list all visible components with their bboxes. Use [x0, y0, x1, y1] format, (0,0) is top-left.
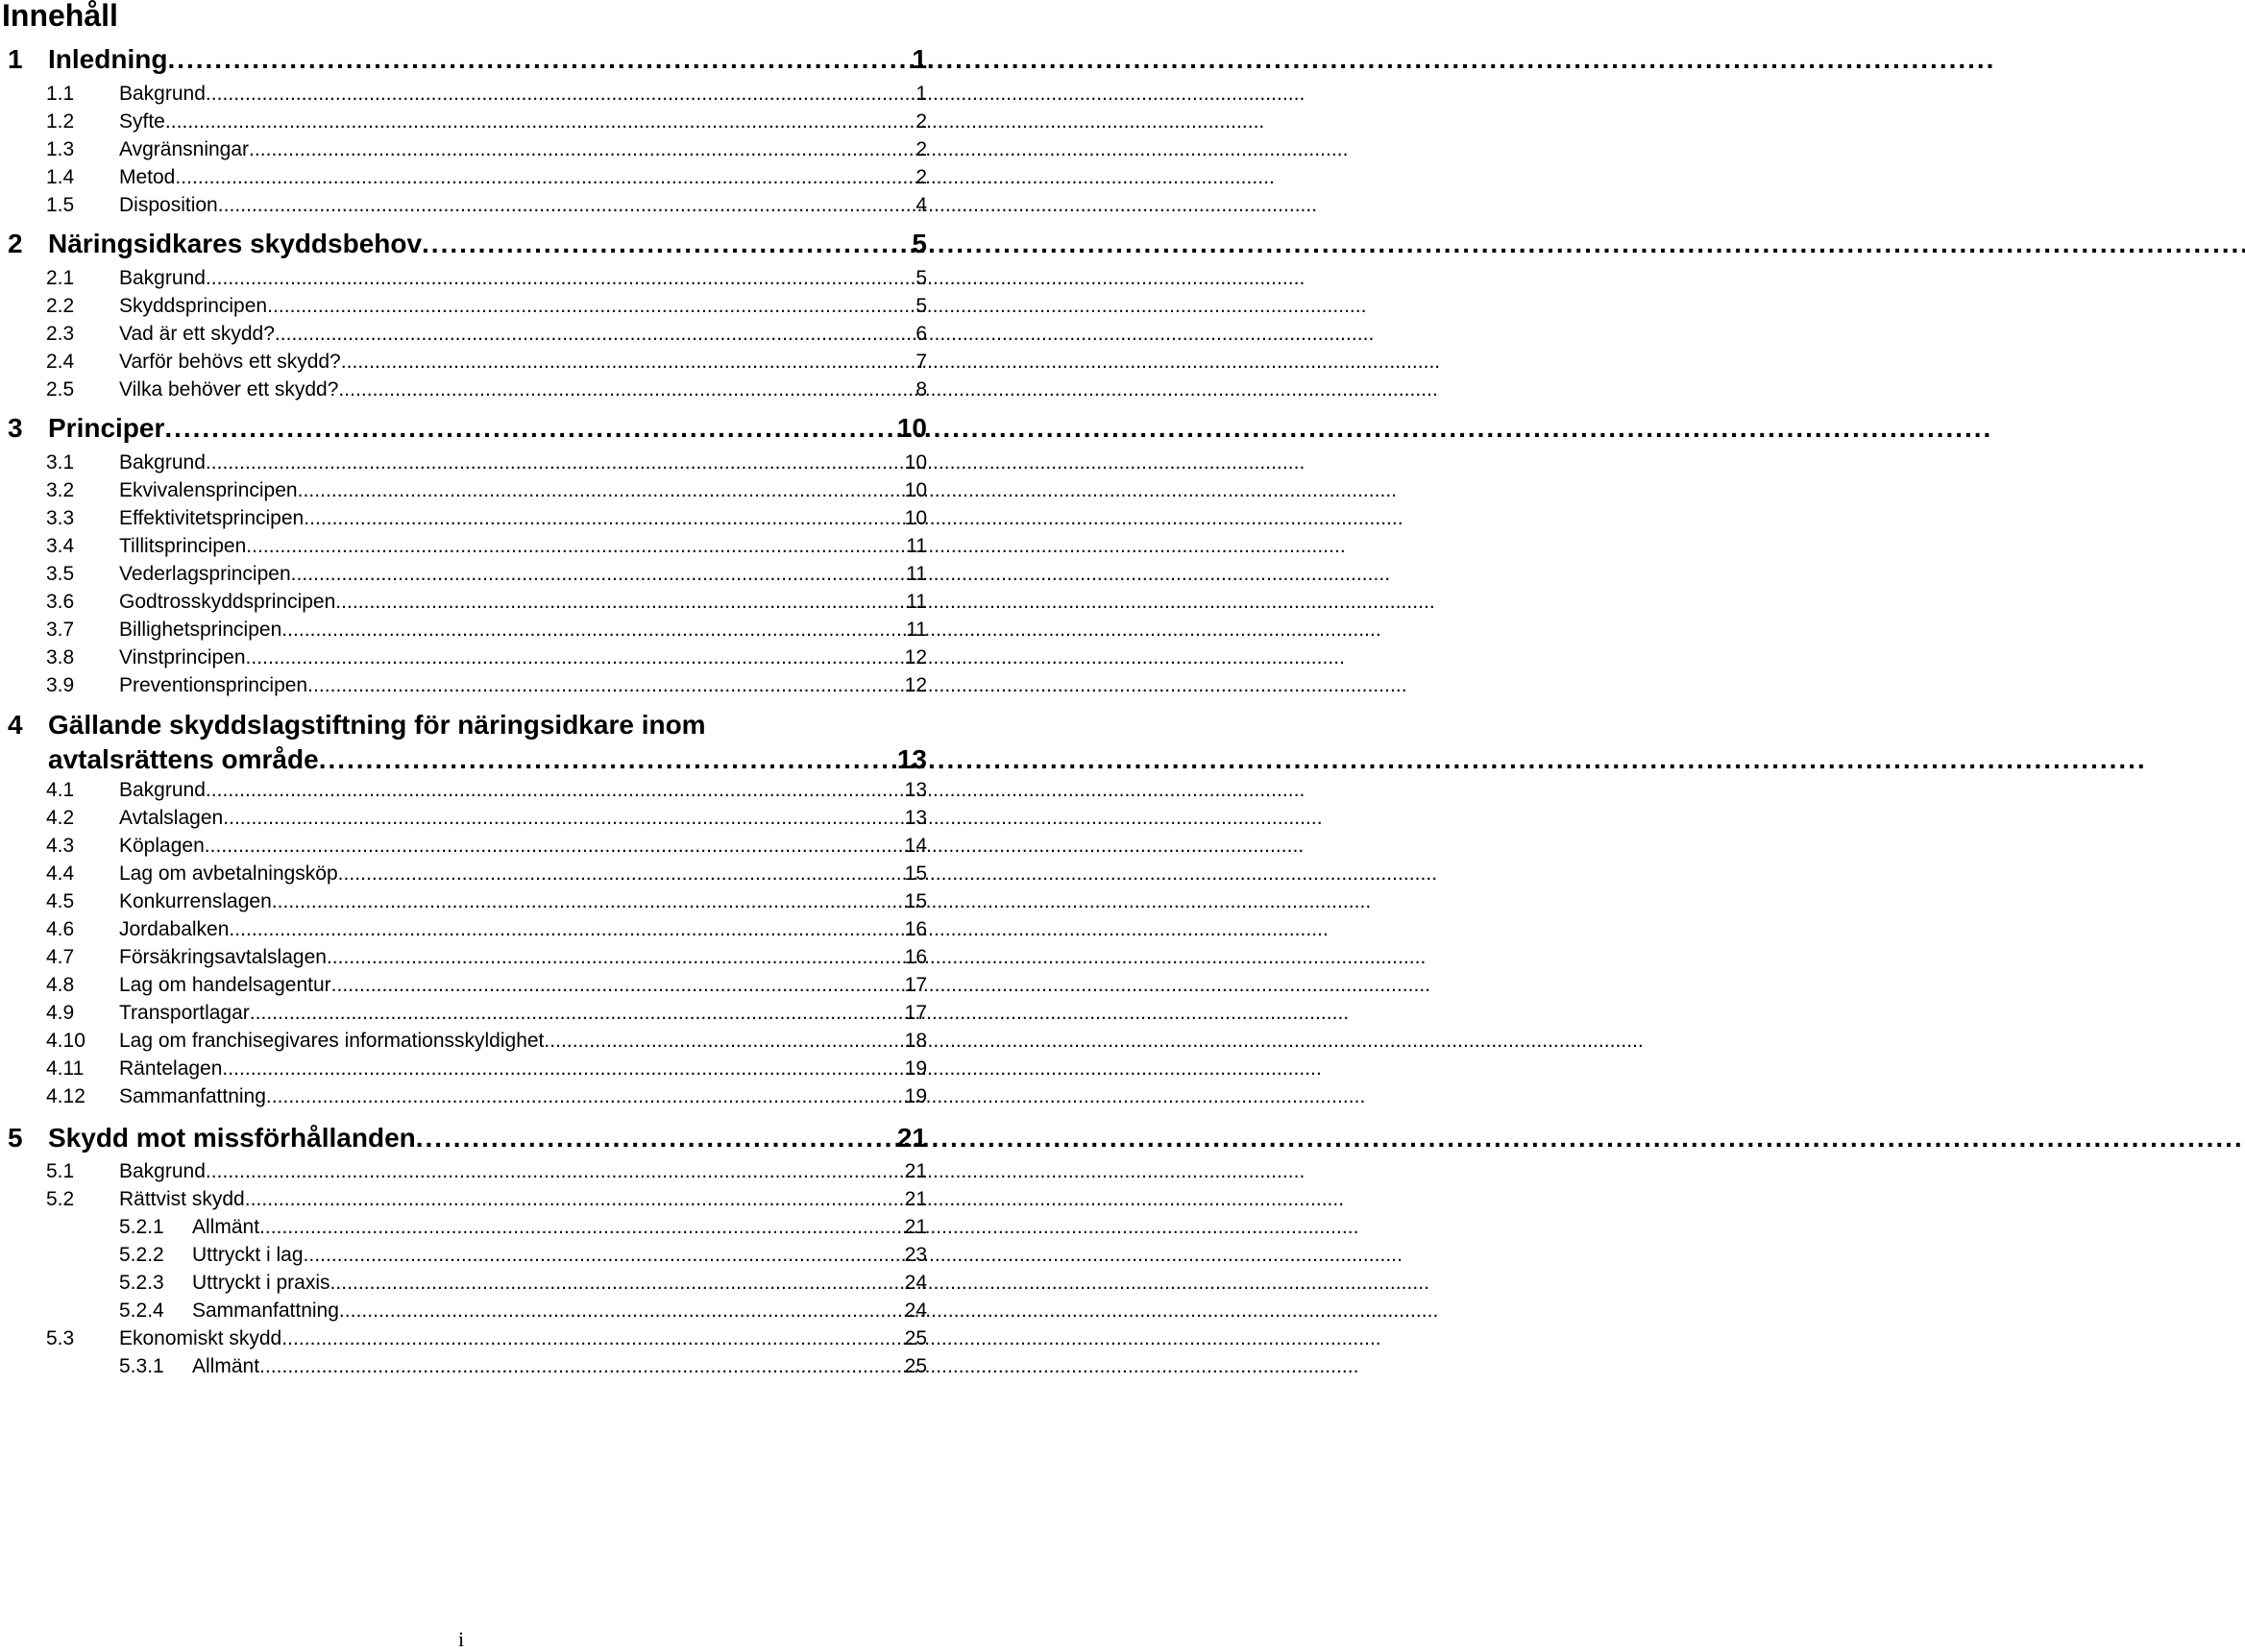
toc-entry-title: Skyddsprincipen [119, 295, 268, 317]
toc-entry-page-number: 12 [904, 674, 927, 696]
toc-entry-4-2[interactable] [46, 804, 927, 832]
toc-entry-2-5[interactable] [46, 376, 927, 403]
toc-entry-page-number: 8 [915, 378, 927, 401]
toc-entry-number: 5.3 [46, 1327, 75, 1349]
dot-leader [331, 971, 903, 999]
toc-entry-number: 4.6 [46, 918, 75, 940]
toc-entry-number: 2.2 [46, 295, 75, 317]
toc-entry-number: 3 [8, 413, 23, 443]
dot-leader [164, 412, 894, 445]
toc-entry-number: 3.1 [46, 451, 75, 474]
dot-leader [267, 292, 914, 320]
toc-entry-number: 1.4 [46, 166, 75, 188]
toc-entry-2-3[interactable] [46, 320, 927, 348]
toc-entry-title: Sammanfattning [119, 1085, 266, 1107]
toc-entry-page-number: 21 [904, 1216, 927, 1238]
toc-entry-number: 4.9 [46, 1002, 75, 1024]
toc-entry-4-3[interactable] [46, 832, 927, 860]
dot-leader [272, 887, 903, 915]
toc-entry-page-number: 16 [904, 918, 927, 940]
toc-entry-title: Försäkringsavtalslagen [119, 946, 327, 968]
toc-entry-4-10[interactable] [46, 1027, 927, 1055]
page-number: i [457, 1627, 465, 1651]
toc-entry-number: 5 [8, 1123, 23, 1153]
toc-entry-number: 1.1 [46, 83, 75, 105]
dot-leader [291, 560, 905, 588]
toc-entry-title: Preventionsprincipen [119, 674, 308, 696]
toc-entry-title: Metod [119, 166, 176, 188]
toc-entry-number: 2.5 [46, 378, 75, 401]
toc-entry-page-number: 15 [904, 890, 927, 912]
dot-leader [206, 776, 903, 804]
dot-leader [307, 671, 903, 699]
toc-entry-title: Bakgrund [119, 451, 206, 474]
toc-entry-1-2[interactable] [46, 108, 927, 135]
toc-entry-5[interactable] [8, 1122, 927, 1154]
toc-entry-number: 4.10 [46, 1030, 85, 1052]
toc-entry-page-number: 15 [904, 862, 927, 885]
dot-leader [223, 804, 902, 832]
toc-entry-page-number: 16 [904, 946, 927, 968]
toc-entry-4-8[interactable] [46, 971, 927, 999]
dot-leader [327, 943, 903, 971]
toc-entry-page-number: 21 [904, 1160, 927, 1182]
toc-entry-1[interactable] [8, 43, 927, 76]
toc-entry-4-9[interactable] [46, 999, 927, 1027]
toc-entry-number: 2.3 [46, 323, 75, 345]
document-page [0, 0, 927, 1651]
toc-entry-number: 4.1 [46, 779, 75, 801]
toc-entry-page-number: 21 [896, 1123, 927, 1153]
dot-leader [338, 376, 914, 403]
dot-leader [165, 108, 914, 135]
dot-leader [222, 1055, 902, 1082]
dot-leader [281, 616, 904, 644]
toc-entry-number: 4.11 [46, 1057, 85, 1080]
toc-entry-title: Bakgrund [119, 779, 206, 801]
toc-entry-page-number: 11 [906, 535, 927, 557]
toc-entry-page-number: 24 [904, 1272, 927, 1294]
toc-entry-2-1[interactable] [46, 264, 927, 292]
toc-entry-5-3[interactable] [46, 1324, 927, 1352]
toc-entry-number: 1 [8, 44, 23, 74]
toc-entry-number: 5.2.3 [119, 1272, 164, 1294]
toc-entry-title: Uttryckt i lag [192, 1244, 304, 1266]
toc-entry-page-number: 25 [904, 1355, 927, 1377]
toc-entry-1-1[interactable] [46, 80, 927, 108]
dot-leader [259, 1213, 903, 1241]
toc-entry-1-4[interactable] [46, 163, 927, 191]
toc-entry-5-1[interactable] [46, 1157, 927, 1185]
toc-entry-page-number: 5 [912, 229, 927, 258]
dot-leader [338, 860, 903, 887]
toc-entry-number: 3.5 [46, 563, 75, 585]
toc-entry-2-4[interactable] [46, 348, 927, 376]
toc-entry-title: Köplagen [119, 835, 205, 857]
toc-entry-number: 1.3 [46, 138, 75, 160]
toc-entry-page-number: 2 [915, 138, 927, 160]
dot-leader [259, 1352, 903, 1380]
toc-entry-title: Bakgrund [119, 1160, 206, 1182]
toc-entry-4-12[interactable] [46, 1082, 927, 1110]
table-of-contents [0, 0, 927, 1651]
dot-leader [175, 163, 914, 191]
toc-entry-page-number: 19 [904, 1085, 927, 1107]
toc-entry-page-number: 2 [915, 166, 927, 188]
toc-entry-number: 5.2.2 [119, 1244, 164, 1266]
toc-entry-number: 4.5 [46, 890, 75, 912]
toc-entry-title: Vad är ett skydd? [119, 323, 275, 345]
toc-entry-3-4[interactable] [46, 532, 927, 560]
toc-entry-3-1[interactable] [46, 449, 927, 476]
toc-entry-5-2-4[interactable] [119, 1297, 927, 1324]
toc-entry-number: 3.8 [46, 646, 75, 668]
toc-entry-number: 3.2 [46, 479, 75, 501]
toc-entry-page-number: 17 [904, 974, 927, 996]
toc-entry-page-number: 21 [904, 1188, 927, 1210]
toc-entry-title: Bakgrund [119, 83, 206, 105]
toc-entry-title: avtalsrättens område [48, 744, 319, 774]
toc-entry-page-number: 10 [896, 413, 927, 443]
dot-leader [229, 915, 902, 943]
toc-entry-title: Godtrosskyddsprincipen [119, 591, 336, 613]
toc-entry-number: 1.5 [46, 194, 75, 216]
toc-entry-title: Ekonomiskt skydd [119, 1327, 282, 1349]
toc-entry-2[interactable] [8, 228, 927, 260]
toc-entry-title: Avtalslagen [119, 807, 224, 829]
toc-entry-number: 2.1 [46, 267, 75, 289]
dot-leader [246, 532, 904, 560]
dot-leader [319, 742, 895, 777]
toc-entry-number: 3.9 [46, 674, 75, 696]
toc-entry-page-number: 5 [915, 267, 927, 289]
toc-entry-number: 5.3.1 [119, 1355, 164, 1377]
dot-leader [416, 1122, 895, 1154]
dot-leader [167, 43, 910, 76]
toc-entry-5-3-1[interactable] [119, 1352, 927, 1380]
dot-leader [422, 228, 910, 260]
dot-leader [330, 1269, 903, 1297]
toc-entry-title: Tillitsprincipen [119, 535, 247, 557]
toc-entry-3-9[interactable] [46, 671, 927, 699]
toc-entry-4-7[interactable] [46, 943, 927, 971]
toc-entry-number: 2.4 [46, 351, 75, 373]
toc-entry-number: 4.12 [46, 1085, 85, 1107]
toc-entry-title: Rättvist skydd [119, 1188, 245, 1210]
dot-leader [206, 449, 903, 476]
toc-entry-page-number: 12 [904, 646, 927, 668]
toc-entry-title: Varför behövs ett skydd? [119, 351, 341, 373]
toc-entry-number: 5.2.4 [119, 1300, 164, 1322]
dot-leader [246, 644, 903, 671]
toc-entry-1-5[interactable] [46, 191, 927, 219]
toc-entry-title: Sammanfattning [192, 1300, 339, 1322]
dot-leader [266, 1082, 903, 1110]
toc-entry-title: Allmänt [192, 1216, 260, 1238]
toc-entry-page-number: 23 [904, 1244, 927, 1266]
toc-entry-page-number: 17 [904, 1002, 927, 1024]
toc-entry-2-2[interactable] [46, 292, 927, 320]
toc-entry-title: Jordabalken [119, 918, 230, 940]
toc-entry-3-6[interactable] [46, 588, 927, 616]
toc-entry-3-5[interactable] [46, 560, 927, 588]
toc-entry-4-6[interactable] [46, 915, 927, 943]
toc-entry-page-number: 4 [915, 194, 927, 216]
dot-leader [275, 320, 914, 348]
toc-entry-title: Vilka behöver ett skydd? [119, 378, 339, 401]
toc-entry-title: Effektivitetsprincipen [119, 507, 305, 529]
dot-leader [341, 348, 915, 376]
dot-leader [245, 1185, 903, 1213]
toc-entry-title: Avgränsningar [119, 138, 250, 160]
dot-leader [281, 1324, 902, 1352]
toc-entry-number: 3.4 [46, 535, 75, 557]
toc-entry-title: Lag om franchisegivares informationsskyldighet [119, 1030, 545, 1052]
toc-entry-title: Vinstprincipen [119, 646, 246, 668]
toc-entry-title: Billighetsprincipen [119, 619, 282, 641]
toc-entry-title: Bakgrund [119, 267, 206, 289]
toc-entry-page-number: 13 [904, 807, 927, 829]
toc-entry-3-7[interactable] [46, 616, 927, 644]
toc-entry-number: 4.2 [46, 807, 75, 829]
toc-entry-title-line1: Gällande skyddslagstiftning för näringsidkare inom [48, 710, 706, 740]
toc-entry-number: 5.2.1 [119, 1216, 164, 1238]
toc-entry-3-2[interactable] [46, 476, 927, 504]
toc-entry-page-number: 25 [904, 1327, 927, 1349]
toc-entry-title: Räntelagen [119, 1057, 223, 1080]
toc-entry-page-number: 2 [915, 110, 927, 133]
toc-entry-page-number: 10 [904, 451, 927, 474]
toc-entry-4[interactable] [8, 708, 927, 777]
toc-entry-5-2[interactable] [46, 1185, 927, 1213]
toc-entry-page-number: 18 [904, 1030, 927, 1052]
toc-entry-number: 4.3 [46, 835, 75, 857]
dot-leader [335, 588, 904, 616]
toc-entry-title: Disposition [119, 194, 218, 216]
toc-entry-number: 4.4 [46, 862, 75, 885]
toc-entry-4-5[interactable] [46, 887, 927, 915]
toc-entry-page-number: 11 [906, 591, 927, 613]
toc-entry-number: 3.6 [46, 591, 75, 613]
dot-leader [218, 191, 915, 219]
toc-entry-number: 3.3 [46, 507, 75, 529]
dot-leader [339, 1297, 903, 1324]
toc-entry-title: Lag om avbetalningsköp [119, 862, 338, 885]
toc-entry-title: Skydd mot missförhållanden [48, 1123, 416, 1153]
toc-entry-page-number: 5 [915, 295, 927, 317]
toc-entry-title: Transportlagar [119, 1002, 250, 1024]
dot-leader [250, 999, 903, 1027]
dot-leader [249, 135, 914, 163]
toc-entry-3[interactable] [8, 412, 927, 445]
dot-leader [304, 504, 902, 532]
toc-entry-page-number: 6 [915, 323, 927, 345]
dot-leader [205, 832, 903, 860]
toc-entry-page-number: 13 [904, 779, 927, 801]
toc-entry-page-number: 14 [904, 835, 927, 857]
toc-entry-5-2-1[interactable] [119, 1213, 927, 1241]
toc-entry-number: 3.7 [46, 619, 75, 641]
dot-leader [298, 476, 903, 504]
toc-entry-number: 5.2 [46, 1188, 75, 1210]
dot-leader [304, 1241, 903, 1269]
toc-entry-page-number: 1 [915, 83, 927, 105]
toc-entry-page-number: 24 [904, 1300, 927, 1322]
toc-entry-number: 2 [8, 229, 23, 258]
toc-entry-5-2-2[interactable] [119, 1241, 927, 1269]
toc-entry-number: 4.7 [46, 946, 75, 968]
toc-entry-title: Lag om handelsagentur [119, 974, 331, 996]
toc-entry-title: Syfte [119, 110, 165, 133]
toc-entry-3-3[interactable] [46, 504, 927, 532]
toc-entry-page-number: 19 [904, 1057, 927, 1080]
toc-entry-page-number: 7 [915, 351, 927, 373]
toc-entry-number: 4 [8, 710, 23, 740]
dot-leader [206, 80, 914, 108]
toc-entry-title: Allmänt [192, 1355, 260, 1377]
toc-entry-title: Inledning [48, 44, 168, 74]
toc-entry-page-number: 10 [904, 479, 927, 501]
toc-entry-title: Vederlagsprincipen [119, 563, 291, 585]
toc-entry-page-number: 11 [906, 619, 927, 641]
page-title: Innehåll [2, 0, 118, 33]
dot-leader [206, 264, 914, 292]
toc-entry-page-number: 10 [904, 507, 927, 529]
toc-entry-4-4[interactable] [46, 860, 927, 887]
toc-entry-title: Konkurrenslagen [119, 890, 272, 912]
toc-entry-page-number: 1 [912, 44, 927, 74]
dot-leader [544, 1027, 902, 1055]
toc-entry-number: 4.8 [46, 974, 75, 996]
toc-entry-1-3[interactable] [46, 135, 927, 163]
toc-entry-title: Principer [48, 413, 165, 443]
dot-leader [206, 1157, 903, 1185]
toc-entry-title: Ekvivalensprincipen [119, 479, 298, 501]
toc-entry-title: Näringsidkares skyddsbehov [48, 229, 423, 258]
toc-entry-4-1[interactable] [46, 776, 927, 804]
toc-entry-number: 1.2 [46, 110, 75, 133]
toc-entry-title: Uttryckt i praxis [192, 1272, 330, 1294]
toc-entry-page-number: 11 [906, 563, 927, 585]
toc-entry-5-2-3[interactable] [119, 1269, 927, 1297]
toc-entry-3-8[interactable] [46, 644, 927, 671]
toc-entry-4-11[interactable] [46, 1055, 927, 1082]
toc-entry-number: 5.1 [46, 1160, 75, 1182]
toc-entry-page-number: 13 [896, 744, 927, 774]
